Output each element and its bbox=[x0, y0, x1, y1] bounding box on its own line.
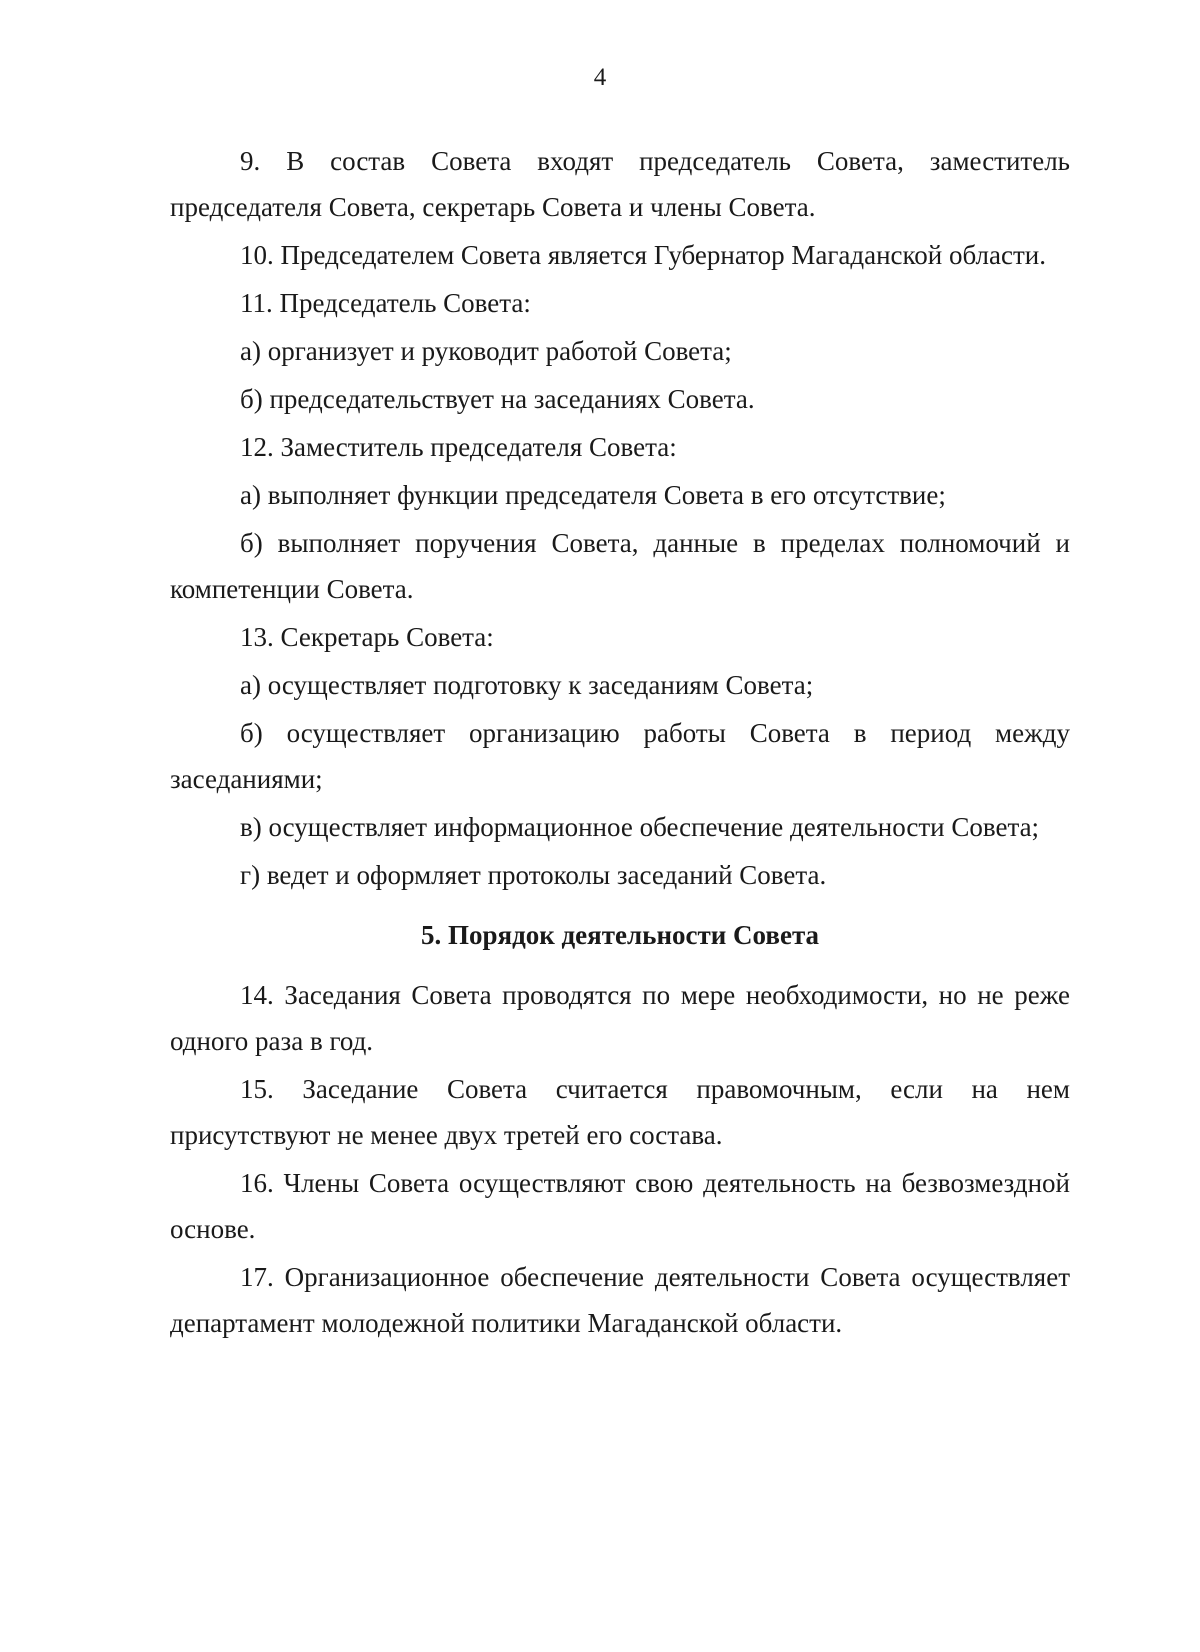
paragraph-11: 11. Председатель Совета: bbox=[240, 288, 531, 318]
paragraph-12: 12. Заместитель председателя Совета: bbox=[240, 432, 677, 462]
paragraph-17: 17. Организационное обеспечение деятельности Совета осуществляет департамент молодежной политики Магаданской области. bbox=[170, 1262, 1070, 1338]
paragraph-13a: а) осуществляет подготовку к заседаниям Совета; bbox=[240, 670, 814, 700]
paragraph-11a: а) организует и руководит работой Совета; bbox=[240, 336, 732, 366]
paragraph-13: 13. Секретарь Совета: bbox=[240, 622, 494, 652]
paragraph-12b: б) выполняет поручения Совета, данные в пределах полномочий и компетенции Совета. bbox=[170, 528, 1070, 604]
page-number: 4 bbox=[593, 64, 607, 91]
paragraph-15: 15. Заседание Совета считается правомочным, если на нем присутствуют не менее двух третей его состава. bbox=[170, 1074, 1070, 1150]
paragraph-14: 14. Заседания Совета проводятся по мере необходимости, но не реже одного раза в год. bbox=[170, 980, 1070, 1056]
paragraph-12a: а) выполняет функции председателя Совета в его отсутствие; bbox=[240, 480, 946, 510]
paragraph-9: 9. В состав Совета входят председатель Совета, заместитель председателя Совета, секретарь Совета и члены Совета. bbox=[170, 146, 1070, 222]
paragraph-13b: б) осуществляет организацию работы Совета в период между заседаниями; bbox=[170, 718, 1070, 794]
paragraph-13d: г) ведет и оформляет протоколы заседаний Совета. bbox=[240, 860, 827, 890]
document-body bbox=[170, 138, 1070, 1348]
paragraph-10: 10. Председателем Совета является Губернатор Магаданской области. bbox=[240, 240, 1046, 270]
section-heading: 5. Порядок деятельности Совета bbox=[420, 920, 820, 950]
paragraph-11b: б) председательствует на заседаниях Совета. bbox=[240, 384, 755, 414]
paragraph-16: 16. Члены Совета осуществляют свою деятельность на безвозмездной основе. bbox=[170, 1168, 1070, 1244]
paragraph-13c: в) осуществляет информационное обеспечение деятельности Совета; bbox=[240, 812, 1040, 842]
